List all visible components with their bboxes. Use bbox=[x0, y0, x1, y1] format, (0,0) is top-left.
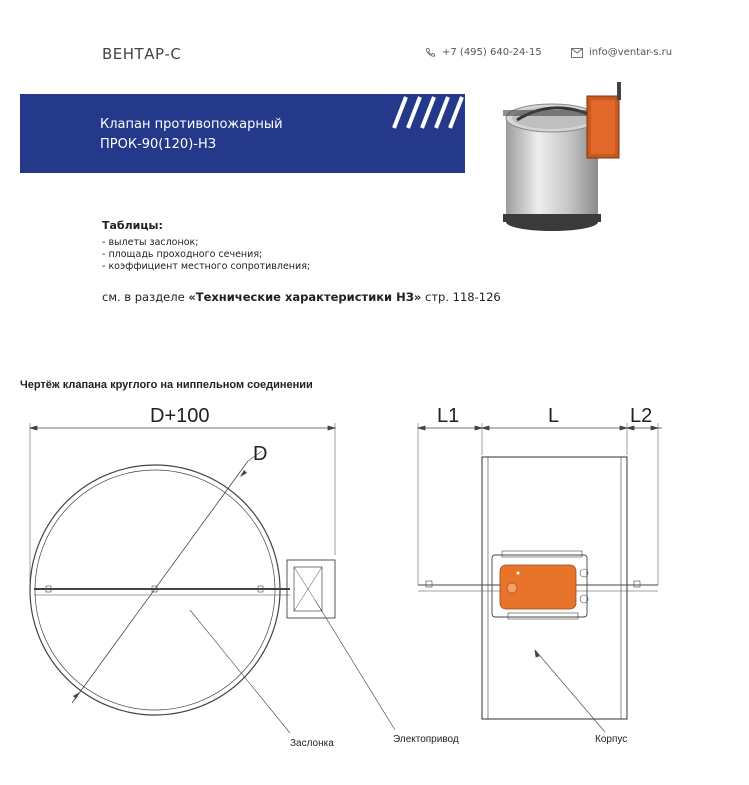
drawing-title: Чертёж клапана круглого на ниппельном соединении bbox=[20, 379, 313, 391]
product-image bbox=[495, 78, 635, 238]
stripes-decoration bbox=[380, 94, 465, 129]
tables-list bbox=[102, 237, 310, 273]
product-title bbox=[100, 115, 283, 155]
reference-pages: стр. 118-126 bbox=[421, 290, 501, 304]
mail-icon bbox=[571, 48, 583, 58]
technical-drawing bbox=[0, 395, 749, 765]
dim-l1-label: L1 bbox=[437, 405, 460, 427]
product-title-line2: ПРОК-90(120)-НЗ bbox=[100, 137, 217, 152]
list-item: - площадь проходного сечения; bbox=[102, 249, 263, 260]
reference-link[interactable]: «Технические характеристики НЗ» bbox=[188, 290, 422, 304]
product-title-line1: Клапан противопожарный bbox=[100, 117, 283, 132]
phone-number: +7 (495) 640-24-15 bbox=[442, 47, 542, 58]
reference-prefix: см. в разделе bbox=[102, 290, 189, 304]
phone-contact[interactable] bbox=[425, 47, 542, 58]
dim-l2-label: L2 bbox=[630, 405, 653, 427]
list-item: - вылеты заслонок; bbox=[102, 237, 199, 248]
callout-damper: Заслонка bbox=[290, 738, 334, 749]
email-contact[interactable] bbox=[571, 47, 672, 58]
dim-inner-label: D bbox=[253, 443, 268, 465]
reference-note bbox=[102, 290, 501, 304]
brand-name: ВЕНТАР-С bbox=[102, 45, 182, 63]
phone-icon bbox=[425, 47, 436, 58]
dim-l-label: L bbox=[548, 405, 560, 427]
tables-heading: Таблицы: bbox=[102, 219, 163, 232]
callout-actuator: Электопривод bbox=[393, 734, 459, 745]
email-address: info@ventar-s.ru bbox=[589, 47, 673, 58]
callout-body: Корпус bbox=[595, 734, 628, 745]
dim-outer-label: D+100 bbox=[150, 405, 210, 427]
list-item: - коэффициент местного сопротивления; bbox=[102, 261, 311, 272]
